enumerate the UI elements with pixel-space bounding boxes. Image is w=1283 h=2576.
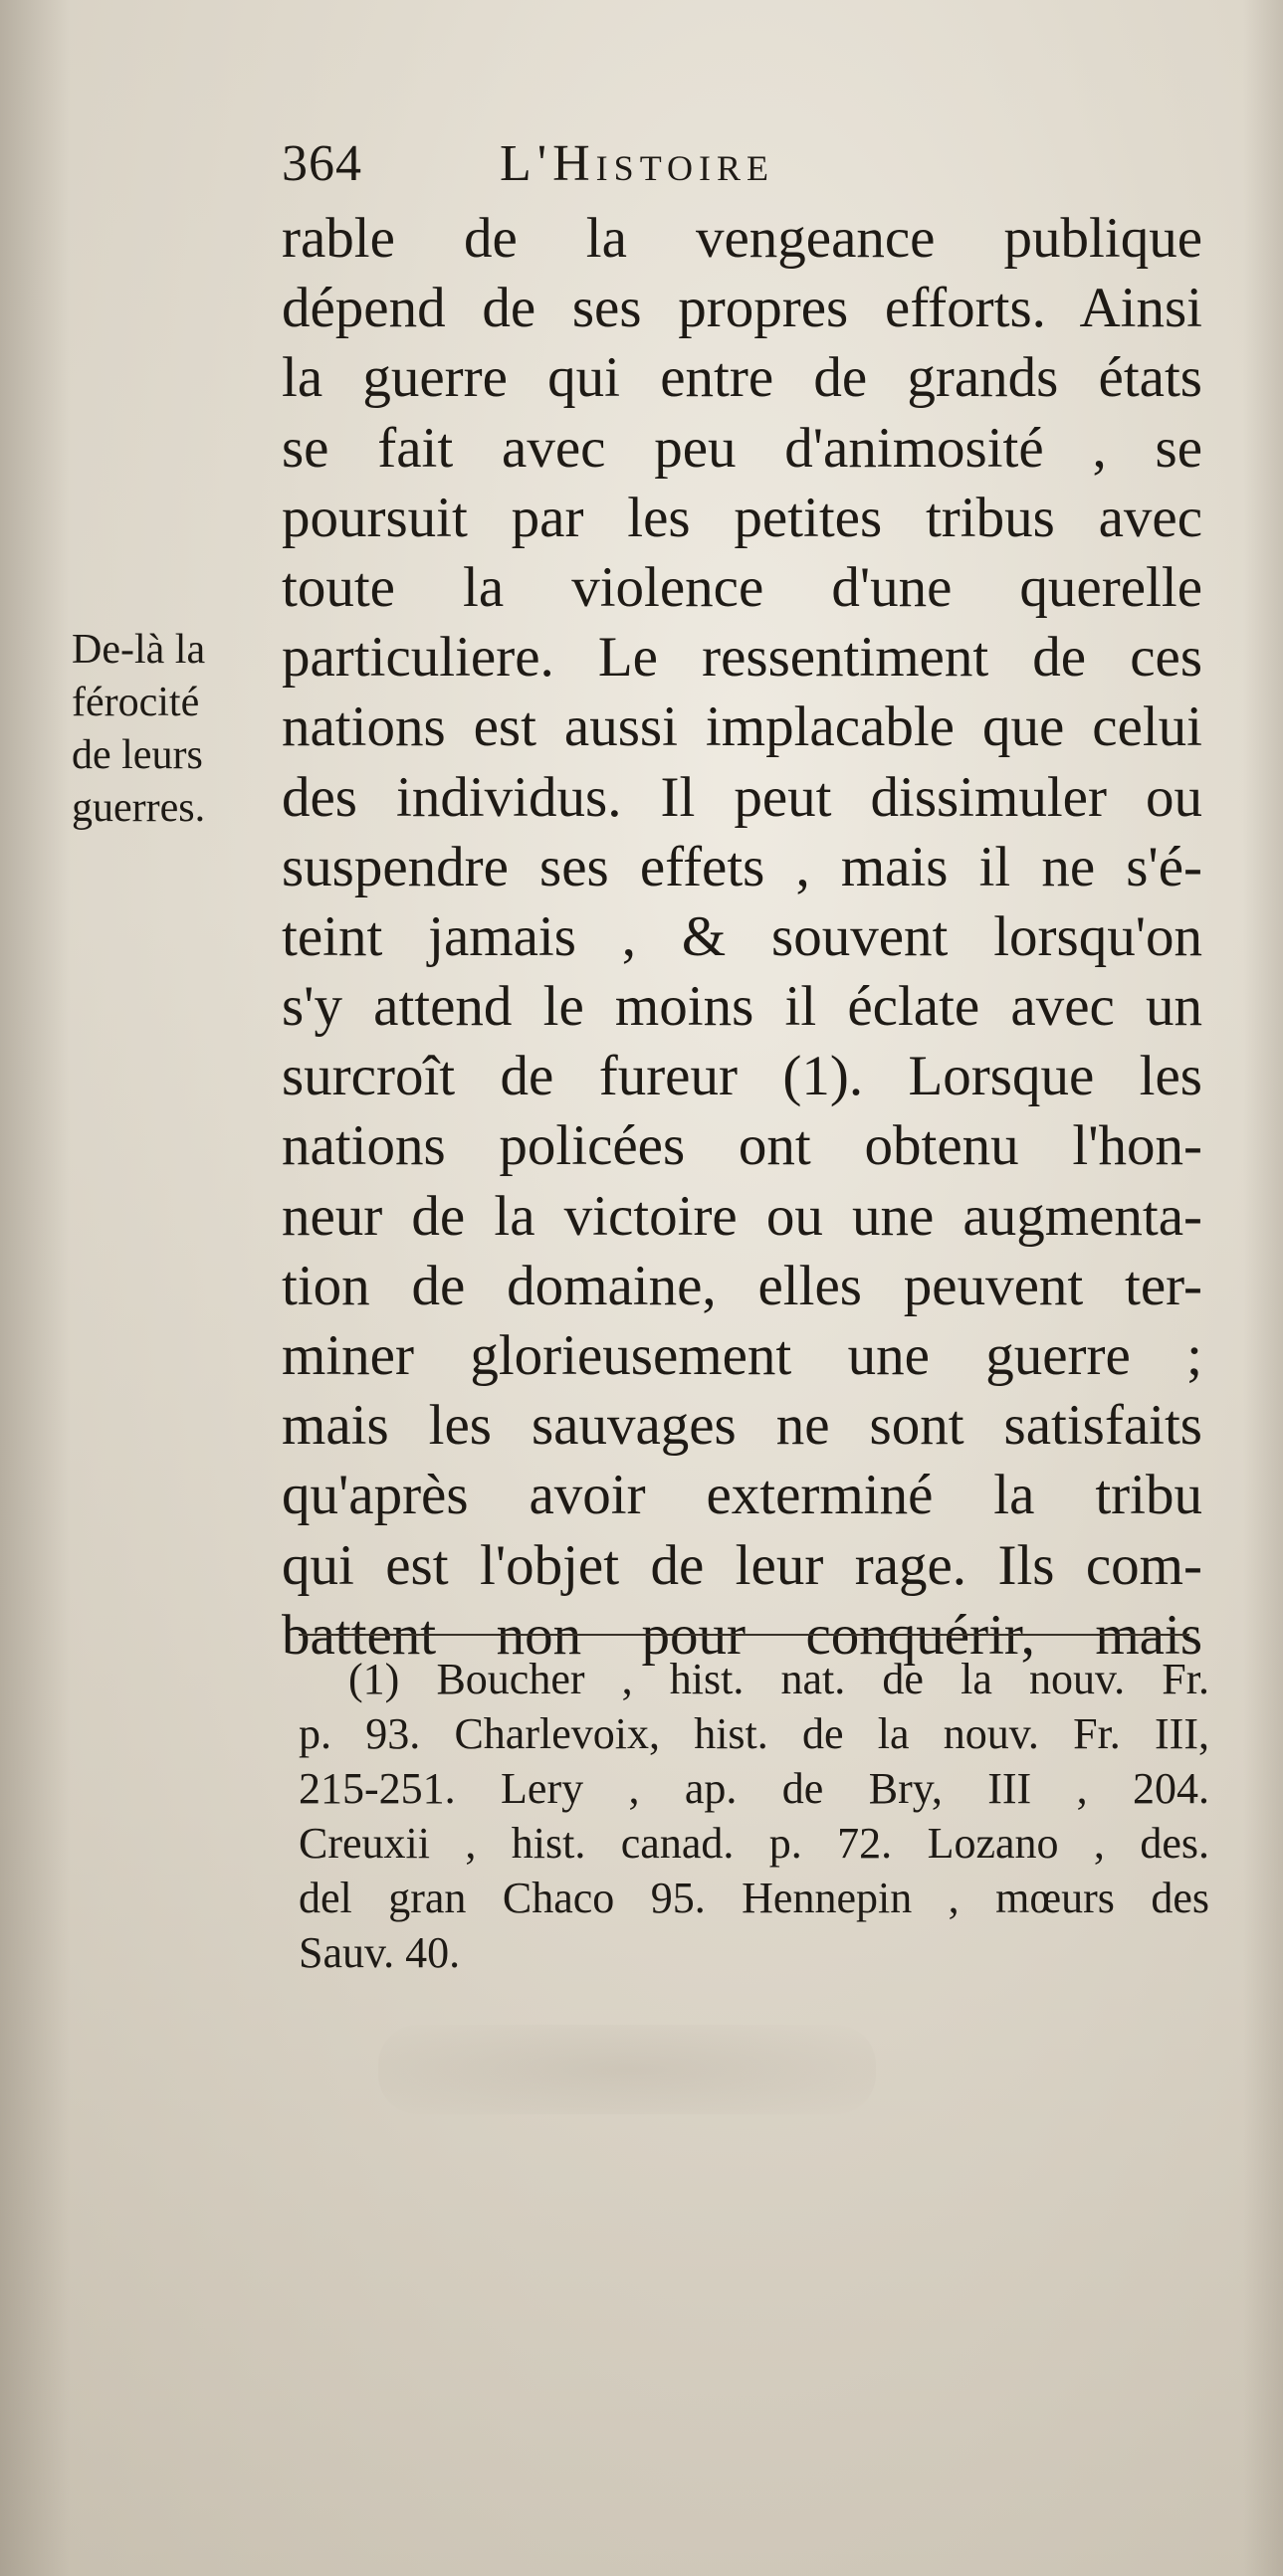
text-line: nations est aussi implacable que celui [282, 695, 1202, 759]
text-line: des individus. Il peut dissimuler ou [282, 765, 1202, 829]
text-line: tion de domaine, elles peuvent ter- [282, 1254, 1202, 1317]
margin-note [72, 624, 271, 835]
margin-note-line: férocité [72, 680, 200, 725]
show-through-stain [378, 2025, 876, 2114]
footnote [299, 1652, 1209, 1980]
footnote-line: Creuxii , hist. canad. p. 72. Lozano , des. [299, 1819, 1209, 1868]
body-text [282, 204, 1202, 1671]
text-line: battent non pour conquérir, mais [282, 1603, 1202, 1667]
page-number: 364 [282, 135, 362, 192]
footnote-line: p. 93. Charlevoix, hist. de la nouv. Fr. III, [299, 1709, 1209, 1758]
text-line: nations policées ont obtenu l'hon- [282, 1114, 1202, 1178]
text-line: se fait avec peu d'animosité , se [282, 416, 1202, 480]
text-line: toute la violence d'une querelle [282, 555, 1202, 619]
text-line: suspendre ses effets , mais il ne s'é- [282, 835, 1202, 898]
text-line: particuliere. Le ressentiment de ces [282, 626, 1202, 690]
text-line: poursuit par les petites tribus avec [282, 486, 1202, 549]
margin-note-line: De-là la [72, 627, 206, 673]
footnote-line: 215-251. Lery , ap. de Bry, III , 204. [299, 1764, 1209, 1813]
text-line: s'y attend le moins il éclate avec un [282, 975, 1202, 1039]
text-line: dépend de ses propres efforts. Ainsi [282, 277, 1202, 340]
page-header [282, 129, 774, 199]
text-line: rable de la vengeance publique [282, 207, 1202, 270]
text-line: mais les sauvages ne sont satisfaits [282, 1394, 1202, 1458]
margin-note-line: de leurs [72, 732, 203, 778]
text-line: surcroît de fureur (1). Lorsque les [282, 1045, 1202, 1108]
running-title: L'Histoire [500, 135, 775, 192]
text-line: qu'après avoir exterminé la tribu [282, 1464, 1202, 1527]
text-line: qui est l'objet de leur rage. Ils com- [282, 1533, 1202, 1597]
text-line: teint jamais , & souvent lorsqu'on [282, 904, 1202, 968]
footnote-line: Sauv. 40. [299, 1928, 461, 1977]
footnote-line: (1) Boucher , hist. nat. de la nouv. Fr. [348, 1655, 1209, 1703]
text-line: miner glorieusement une guerre ; [282, 1324, 1202, 1387]
footnote-line: del gran Chaco 95. Hennepin , mœurs des [299, 1874, 1209, 1922]
text-line: neur de la victoire ou une augmenta- [282, 1184, 1202, 1248]
footnote-rule [299, 1634, 1189, 1636]
margin-note-line: guerres. [72, 785, 206, 831]
text-line: la guerre qui entre de grands états [282, 346, 1202, 410]
